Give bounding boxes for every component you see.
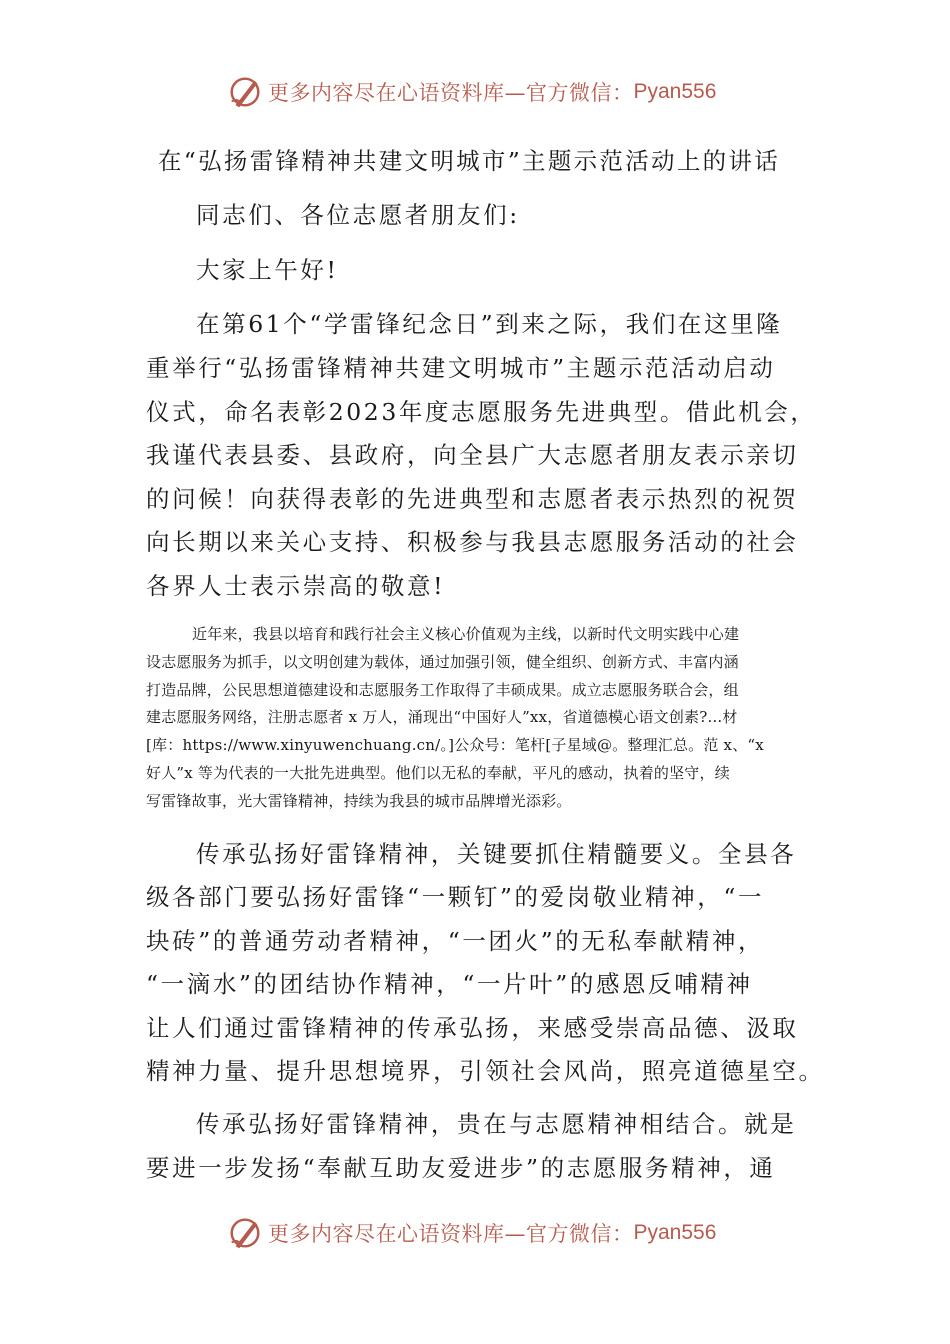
para2-line: 好人”x 等为代表的一大批先进典型。他们以无私的奉献，平凡的感动，执着的坚守，续 <box>146 764 730 782</box>
para1-line: 我谨代表县委、县政府，向全县广大志愿者朋友表示亲切 <box>146 441 799 469</box>
para1-line: 的问候！向获得表彰的先进典型和志愿者表示热烈的祝贺 <box>146 485 799 513</box>
header-banner <box>226 70 716 114</box>
para3-line: “一滴水”的团结协作精神，“一片叶”的感恩反哺精神 <box>146 970 753 998</box>
para1-line: 仪式，命名表彰2023年度志愿服务先进典型。借此机会， <box>146 398 817 426</box>
para4-line: 要进一步发扬“奉献互助友爱进步”的志愿服务精神，通 <box>146 1154 776 1182</box>
para1-line: 各界人士表示崇高的敬意! <box>146 572 446 600</box>
footer-banner <box>226 1211 716 1255</box>
salutation: 大家上午好! <box>196 256 339 284</box>
para1-line: 向长期以来关心支持、积极参与我县志愿服务活动的社会 <box>146 528 799 556</box>
para3-line: 传承弘扬好雷锋精神，关键要抓住精髓要义。全县各 <box>196 840 797 868</box>
para1-line: 重举行“弘扬雷锋精神共建文明城市”主题示范活动启动 <box>146 354 776 382</box>
para2-line: 写雷锋故事，光大雷锋精神，持续为我县的城市品牌增光添彩。 <box>146 792 572 810</box>
speech-title: 在“弘扬雷锋精神共建文明城市”主题示范活动上的讲话 <box>158 147 781 175</box>
banner-wechat-id: Pyan556 <box>633 1221 717 1244</box>
para3-line: 块砖”的普通劳动者精神，“一团火”的无私奉献精神， <box>146 927 765 955</box>
greeting: 同志们、各位志愿者朋友们: <box>196 201 520 229</box>
para4-line: 传承弘扬好雷锋精神，贵在与志愿精神相结合。就是 <box>196 1110 797 1138</box>
para2-line: 设志愿服务为抓手，以文明创建为载体，通过加强引领，健全组织、创新方式、丰富内涵 <box>146 653 739 671</box>
banner-text: 更多内容尽在心语资料库—官方微信： <box>268 81 634 105</box>
para2-line: 近年来，我县以培育和践行社会主义核心价值观为主线，以新时代文明实践中心建 <box>192 625 740 643</box>
pen-logo-icon <box>226 73 264 111</box>
banner-wechat-id: Pyan556 <box>633 80 717 103</box>
pen-logo-icon <box>226 1214 264 1252</box>
para3-line: 精神力量、提升思想境界，引领社会风尚，照亮道德星空。 <box>146 1057 825 1085</box>
para3-line: 级各部门要弘扬好雷锋“一颗钉”的爱岗敬业精神，“一 <box>146 883 765 911</box>
para2-line: [库：https://www.xinyuwenchuang.cn/。]公众号：笔杆[子星域@。整理汇总。范 x、“x <box>146 736 764 754</box>
para1-line: 在第61个“学雷锋纪念日”到来之际，我们在这里隆 <box>196 310 783 338</box>
banner-text: 更多内容尽在心语资料库—官方微信： <box>268 1222 634 1246</box>
para2-line: 打造品牌，公民思想道德建设和志愿服务工作取得了丰硕成果。成立志愿服务联合会，组 <box>146 681 739 699</box>
para3-line: 让人们通过雷锋精神的传承弘扬，来感受崇高品德、汲取 <box>146 1014 799 1042</box>
para2-line: 建志愿服务网络，注册志愿者 x 万人，涌现出“中国好人”xx，省道德模心语文创素?...材 <box>146 708 738 726</box>
